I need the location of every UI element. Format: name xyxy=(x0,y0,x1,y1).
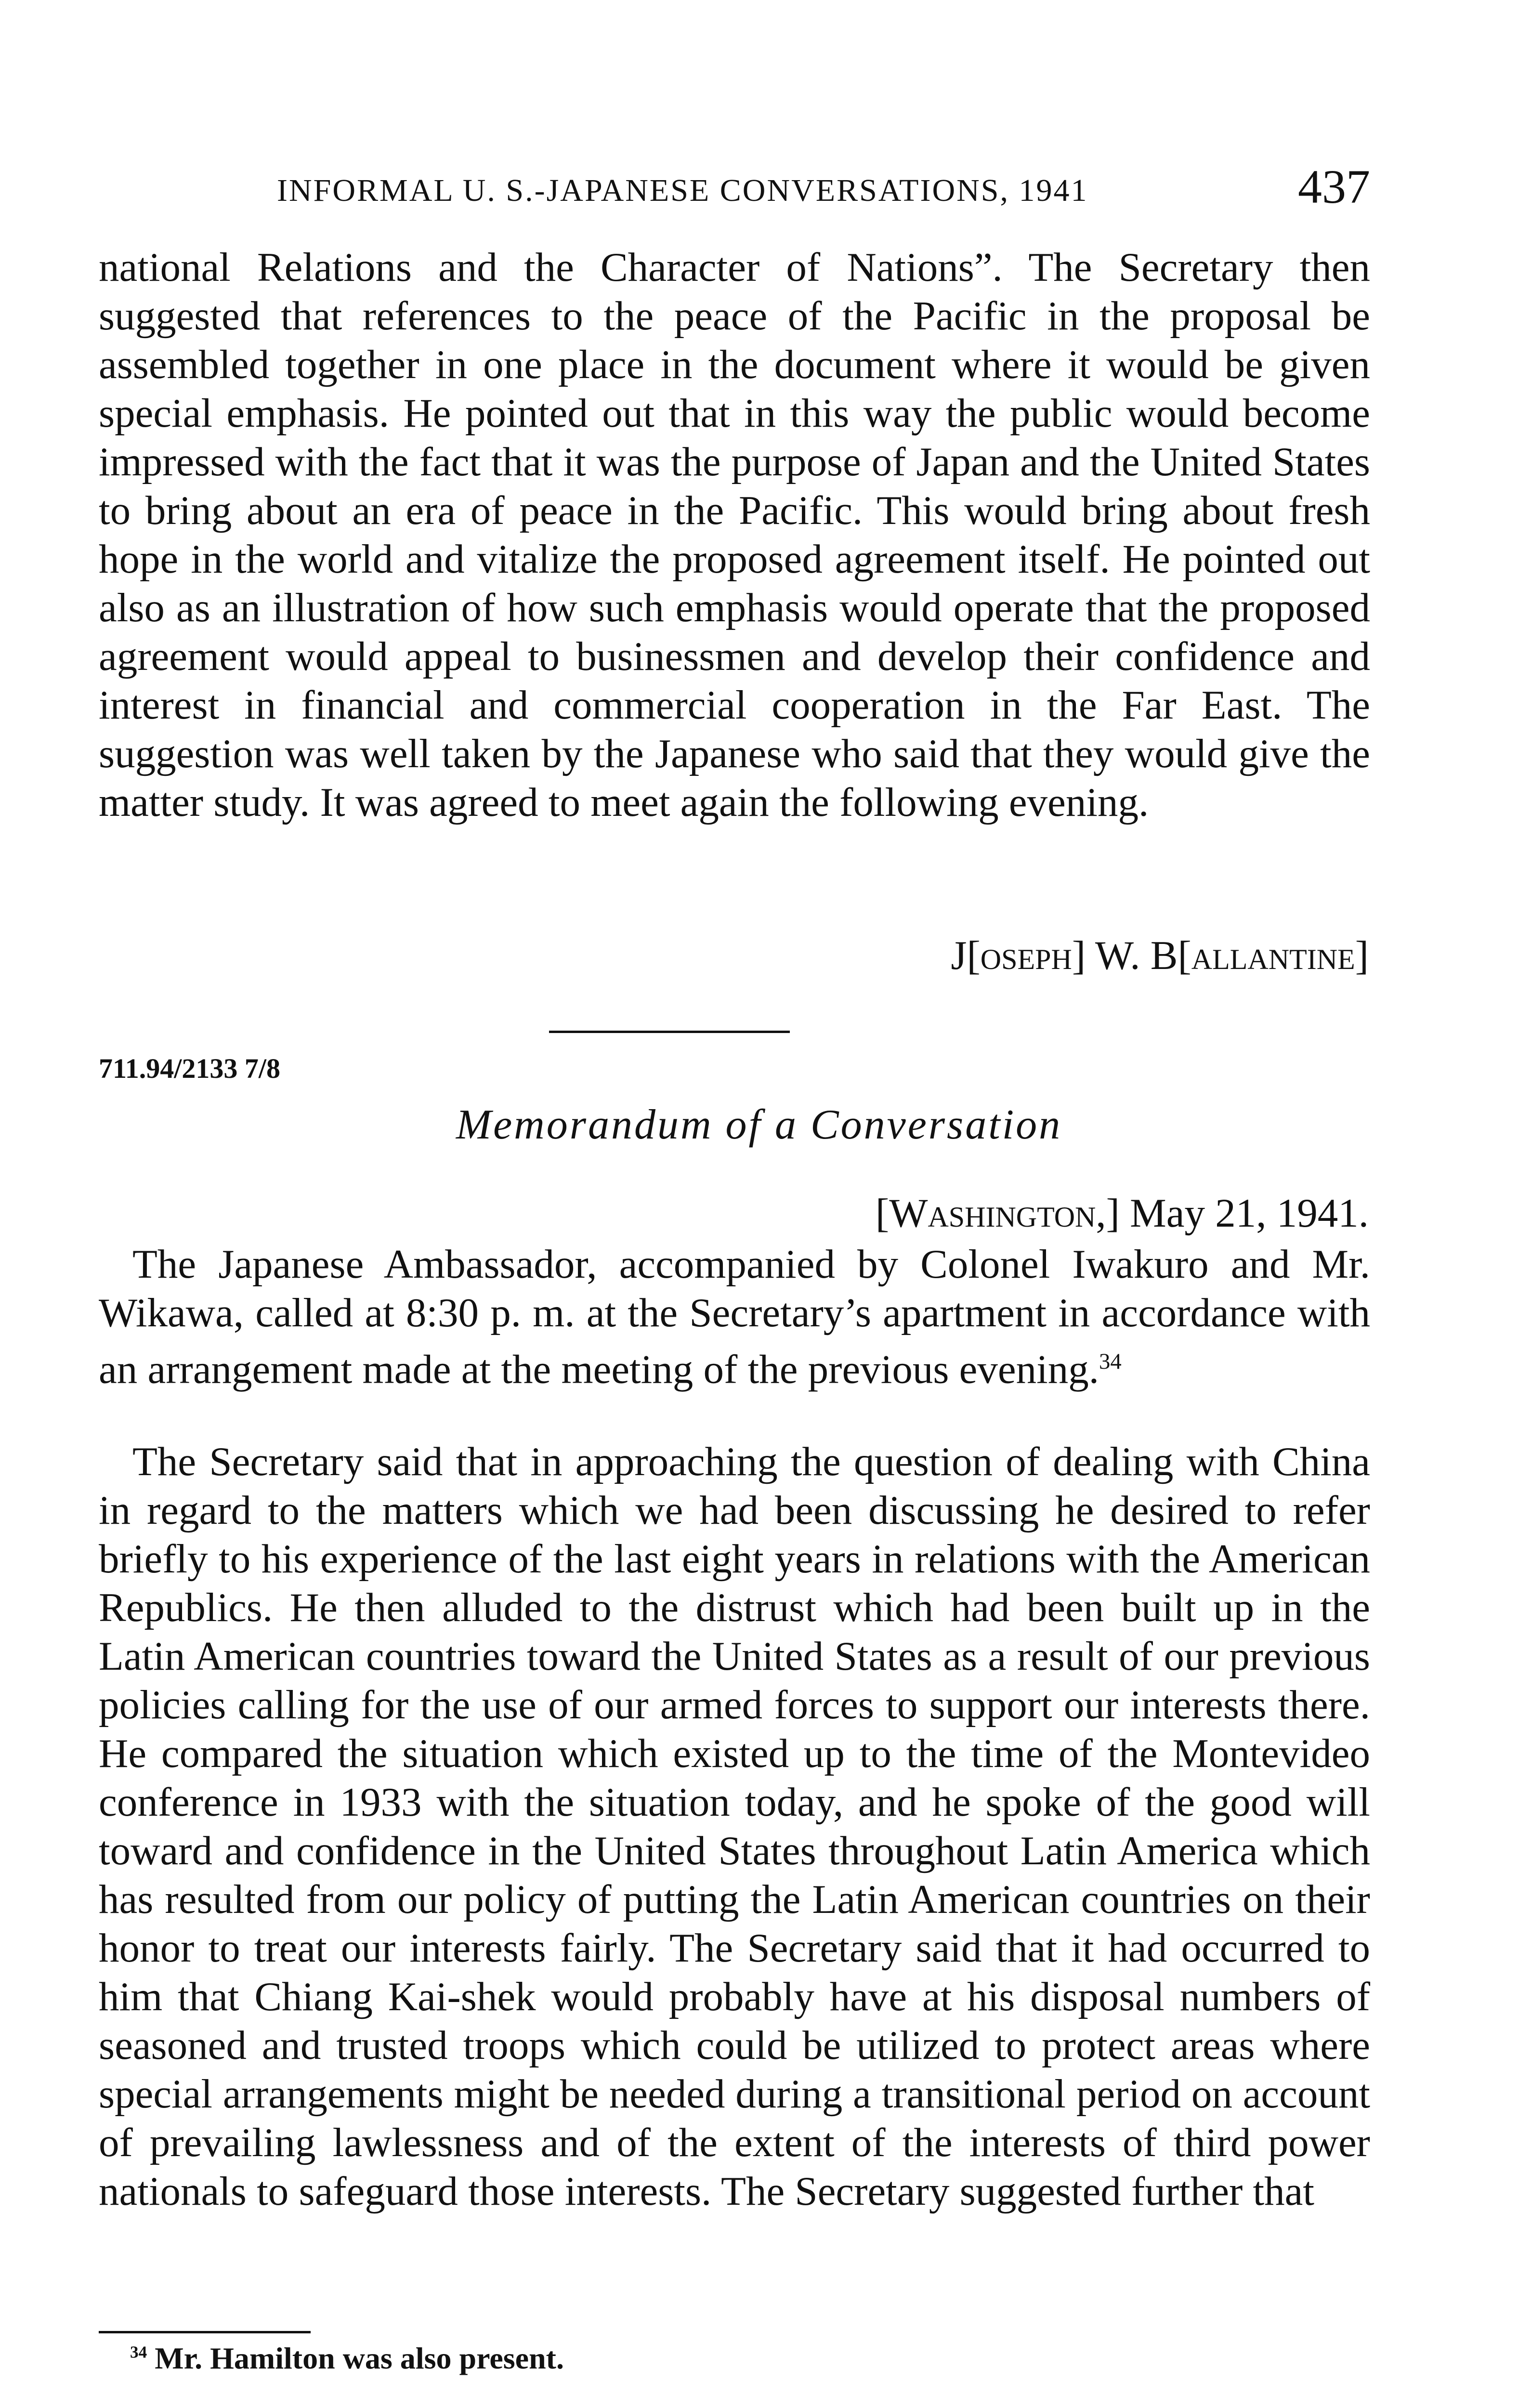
footnote: $^{34}$ Mr. Hamilton was also present. xyxy=(130,2341,564,2375)
page-number: 437 xyxy=(1298,160,1370,213)
signature: J[oseph] W. B[allantine] xyxy=(951,933,1369,978)
paragraph-2: The Secretary said that in approaching the question of dealing with China in regard to the matters which we had been discussing he desired to refer briefly to his experience of the last eight years in relations with the American Republics. He then alluded to the distrust which had been built up in the Latin American countries toward the United States as a result of our previous policies calling for the use of our armed forces to support our interests there. He compared the situation which existed up to the time of the Montevideo conference in 1933 with the situation today, and he spoke of the good will toward and confidence in the United States throughout Latin America which has resulted from our policy of putting the Latin American countries on their honor to treat our interests fairly. The Secretary said that it had occurred to him that Chiang Kai-shek would probably have at his disposal numbers of seasoned and trusted troops which could be utilized to protect areas where special arrangements might be needed during a transitional period on account of prevailing lawlessness and of the extent of the interests of third power nationals to safeguard those interests. The Secretary suggested further that xyxy=(99,1439,1370,2214)
footnote-reference: 34 xyxy=(1099,1349,1122,1374)
section-divider xyxy=(549,1031,790,1033)
memo-title: Memorandum of a Conversation xyxy=(456,1101,1062,1148)
running-head xyxy=(99,159,1370,217)
dateline: [Washington,] May 21, 1941. xyxy=(875,1191,1369,1236)
paragraph-1: The Japanese Ambassador, accompanied by Colonel Iwakuro and Mr. Wikawa, called at 8:30 p. m. at the Secretary’s apartment in accordance with an arrangement made at the meeting of the previous evening.$^{34}$ xyxy=(99,1242,1370,1392)
file-number: 711.94/2133 7/8 xyxy=(99,1053,281,1084)
running-title: INFORMAL U. S.-JAPANESE CONVERSATIONS, 1941 xyxy=(277,173,1088,208)
footnote-rule xyxy=(99,2331,311,2333)
continuation-paragraph: national Relations and the Character of Nations”. The Secretary then suggested that references to the peace of the Pacific in the proposal be assembled together in one place in the document where it would be given special emphasis. He pointed out that in this way the public would become impressed with the fact that it was the purpose of Japan and the United States to bring about an era of peace in the Pacific. This would bring about fresh hope in the world and vitalize the proposed agreement itself. He pointed out also as an illustration of how such emphasis would operate that the proposed agreement would appeal to businessmen and develop their confidence and interest in financial and commercial cooperation in the Far East. The suggestion was well taken by the Japanese who said that they would give the matter study. It was agreed to meet again the following evening. xyxy=(99,245,1370,825)
